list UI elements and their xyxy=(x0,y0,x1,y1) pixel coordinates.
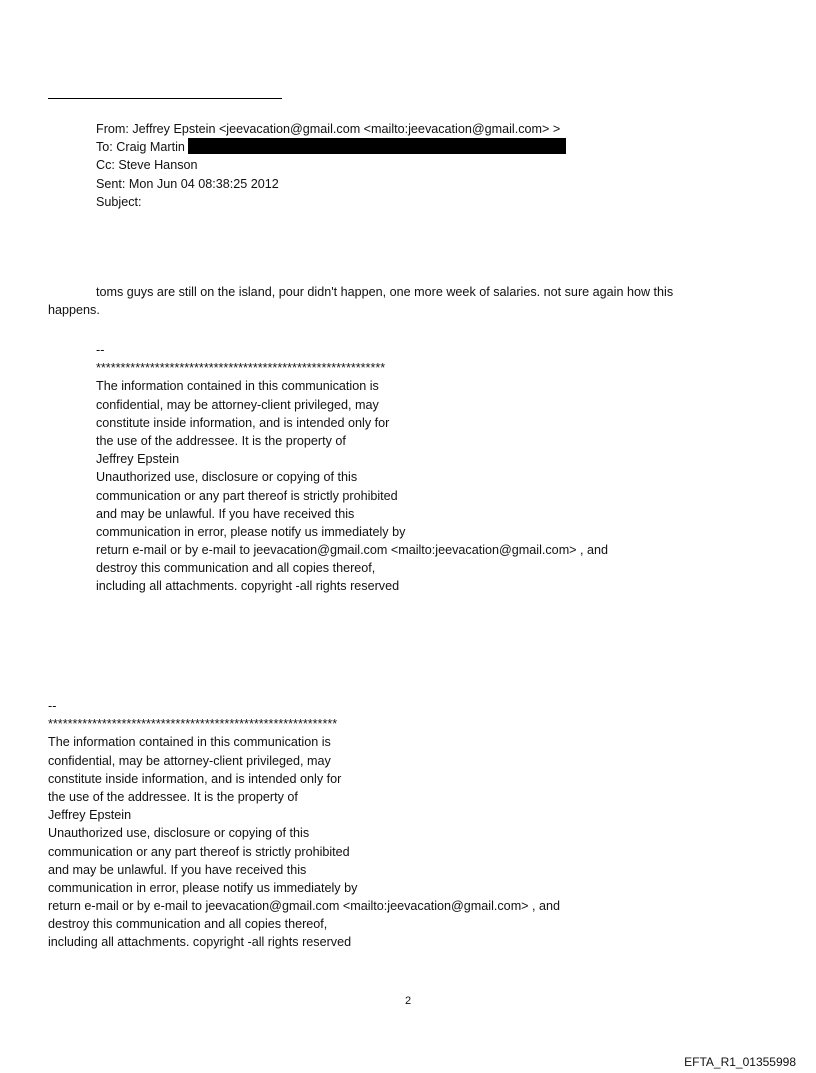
to-text: To: Craig Martin xyxy=(96,140,185,155)
body-line-1: toms guys are still on the island, pour didn't happen, one more week of salaries. not sure again how this xyxy=(96,285,674,299)
disclaimer-line: communication or any part thereof is strictly prohibited xyxy=(48,844,350,859)
separator-line xyxy=(48,98,282,99)
disclaimer-line: Jeffrey Epstein xyxy=(96,452,180,467)
disclaimer-line: communication or any part thereof is strictly prohibited xyxy=(96,488,398,503)
disclaimer-inner xyxy=(96,341,608,596)
disclaimer-dashes: -- xyxy=(48,699,57,713)
to-line xyxy=(96,138,566,156)
disclaimer-line: The information contained in this communication is xyxy=(48,735,331,750)
disclaimer-line: and may be unlawful. If you have received this xyxy=(48,862,307,877)
disclaimer-line: including all attachments. copyright -all rights reserved xyxy=(96,579,400,594)
disclaimer-line: Jeffrey Epstein xyxy=(48,808,132,823)
disclaimer-line: and may be unlawful. If you have received this xyxy=(96,506,355,521)
disclaimer-line: destroy this communication and all copies thereof, xyxy=(96,561,376,576)
subject-line: Subject: xyxy=(96,194,142,209)
disclaimer-line: constitute inside information, and is intended only for xyxy=(48,771,342,786)
body-line-2: happens. xyxy=(48,303,100,318)
sent-line: Sent: Mon Jun 04 08:38:25 2012 xyxy=(96,176,279,191)
disclaimer-line: return e-mail or by e-mail to jeevacation@gmail.com <mailto:jeevacation@gmail.com> , and xyxy=(96,543,609,558)
disclaimer-line: the use of the addressee. It is the property of xyxy=(96,433,346,448)
disclaimer-line: Unauthorized use, disclosure or copying of this xyxy=(48,826,310,841)
disclaimer-stars: *********************************************************** xyxy=(96,361,386,376)
disclaimer-line: the use of the addressee. It is the property of xyxy=(48,789,298,804)
redaction-box xyxy=(188,138,566,154)
disclaimer-line: confidential, may be attorney-client privileged, may xyxy=(96,397,379,412)
email-header xyxy=(96,120,566,211)
disclaimer-line: Unauthorized use, disclosure or copying of this xyxy=(96,470,358,485)
disclaimer-line: including all attachments. copyright -all rights reserved xyxy=(48,935,352,950)
disclaimer-line: communication in error, please notify us immediately by xyxy=(96,524,406,539)
bates-number: EFTA_R1_01355998 xyxy=(684,1055,796,1069)
disclaimer-outer xyxy=(48,697,560,952)
cc-line: Cc: Steve Hanson xyxy=(96,158,198,173)
from-line: From: Jeffrey Epstein <jeevacation@gmail.com <mailto:jeevacation@gmail.com> > xyxy=(96,122,561,136)
disclaimer-line: The information contained in this communication is xyxy=(96,379,379,394)
disclaimer-stars: *********************************************************** xyxy=(48,717,338,732)
page-number: 2 xyxy=(404,995,412,1007)
disclaimer-line: return e-mail or by e-mail to jeevacation@gmail.com <mailto:jeevacation@gmail.com> , and xyxy=(48,899,561,914)
disclaimer-line: constitute inside information, and is intended only for xyxy=(96,415,390,430)
disclaimer-dashes: -- xyxy=(96,343,105,357)
disclaimer-line: confidential, may be attorney-client privileged, may xyxy=(48,753,331,768)
disclaimer-line: communication in error, please notify us immediately by xyxy=(48,880,358,895)
message-body xyxy=(48,283,748,319)
disclaimer-line: destroy this communication and all copies thereof, xyxy=(48,917,328,932)
